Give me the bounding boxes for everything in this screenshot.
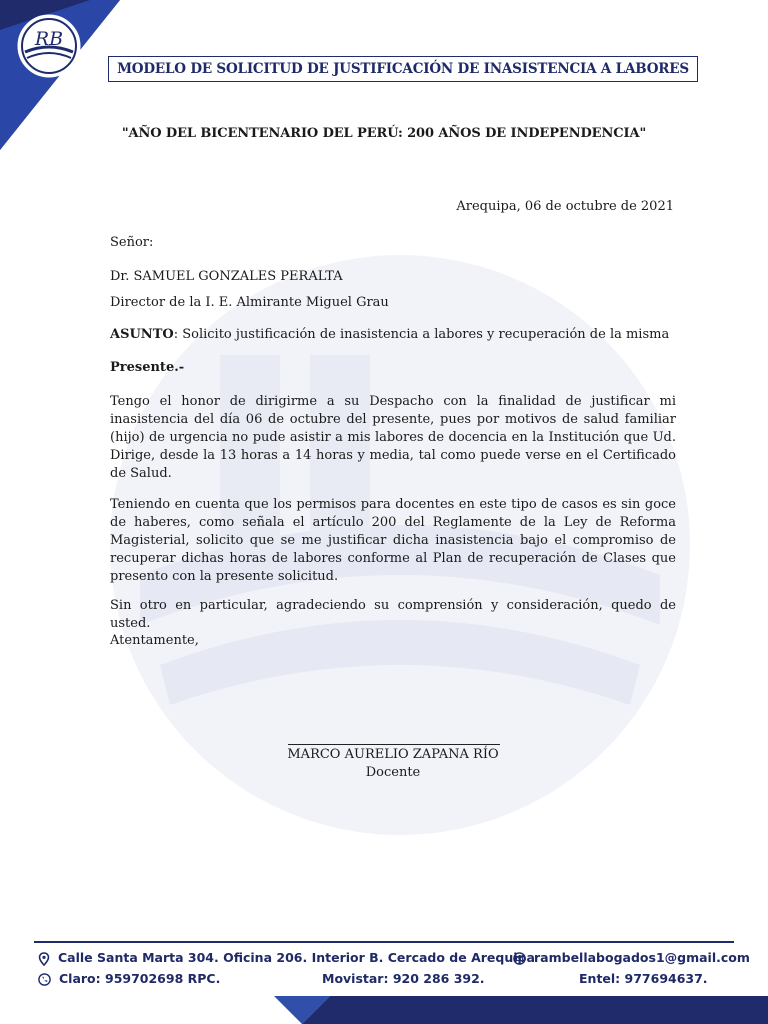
subject-line [110,326,669,344]
footer-movistar: Movistar: 920 286 392. [322,971,485,986]
logo-text: RB [34,28,64,50]
year-motto: "AÑO DEL BICENTENARIO DEL PERÚ: 200 AÑOS DE INDEPENDENCIA" [121,126,647,141]
subject-label: ASUNTO [110,327,174,342]
signature-line [288,744,500,745]
footer-claro [38,971,220,986]
footer-entel: Entel: 977694637. [579,971,708,986]
footer-divider [34,941,734,943]
footer-band [0,996,768,1024]
salutation: Señor: [110,235,154,250]
body-paragraph-1: Tengo el honor de dirigirme a su Despacho con la finalidad de justificar mi inasistencia del día 06 de octubre del presente, pues por motivos de salud familiar (hijo) de urgencia no pude asistir a mis labores de docencia en la Institución que Ud. Dirige, desde la 13 horas a 14 horas y media, tal como puede verse en el Certificado de Salud. [110,394,676,481]
letter-date: Arequipa, 06 de octubre de 2021 [456,199,674,214]
presente: Presente.- [110,360,185,375]
addressee-position: Director de la I. E. Almirante Miguel Grau [110,295,389,310]
signer-name: MARCO AURELIO ZAPANA RÍO [287,747,499,762]
subject-text: : Solicito justificación de inasistencia a labores y recuperación de la misma [173,327,670,342]
footer-claro-text: Claro: 959702698 RPC. [59,971,221,986]
signer-role: Docente [365,765,421,780]
location-pin-icon [38,952,50,966]
firm-logo [17,14,81,78]
footer-email-text: rambellabogados1@gmail.com [534,950,750,965]
email-icon [513,952,526,965]
phone-icon [38,973,51,986]
footer-email [513,950,750,965]
body-paragraph-3: Sin otro en particular, agradeciendo su comprensión y consideración, quedo de usted. [110,598,676,631]
closing: Atentamente, [110,633,199,648]
addressee-name: Dr. SAMUEL GONZALES PERALTA [110,269,343,284]
footer-address [38,950,535,966]
body-paragraph-2: Teniendo en cuenta que los permisos para docentes en este tipo de casos es sin goce de haberes, como señala el artículo 200 del Reglamente de la Ley de Reforma Magisterial, solicito que se me justificar dicha inasistencia bajo el compromiso de recuperar dichas horas de labores conforme al Plan de recuperación de Clases que presento con la presente solicitud. [110,497,676,584]
document-title: MODELO DE SOLICITUD DE JUSTIFICACIÓN DE INASISTENCIA A LABORES [108,56,698,82]
footer-address-text: Calle Santa Marta 304. Oficina 206. Interior B. Cercado de Arequipa [58,950,535,965]
